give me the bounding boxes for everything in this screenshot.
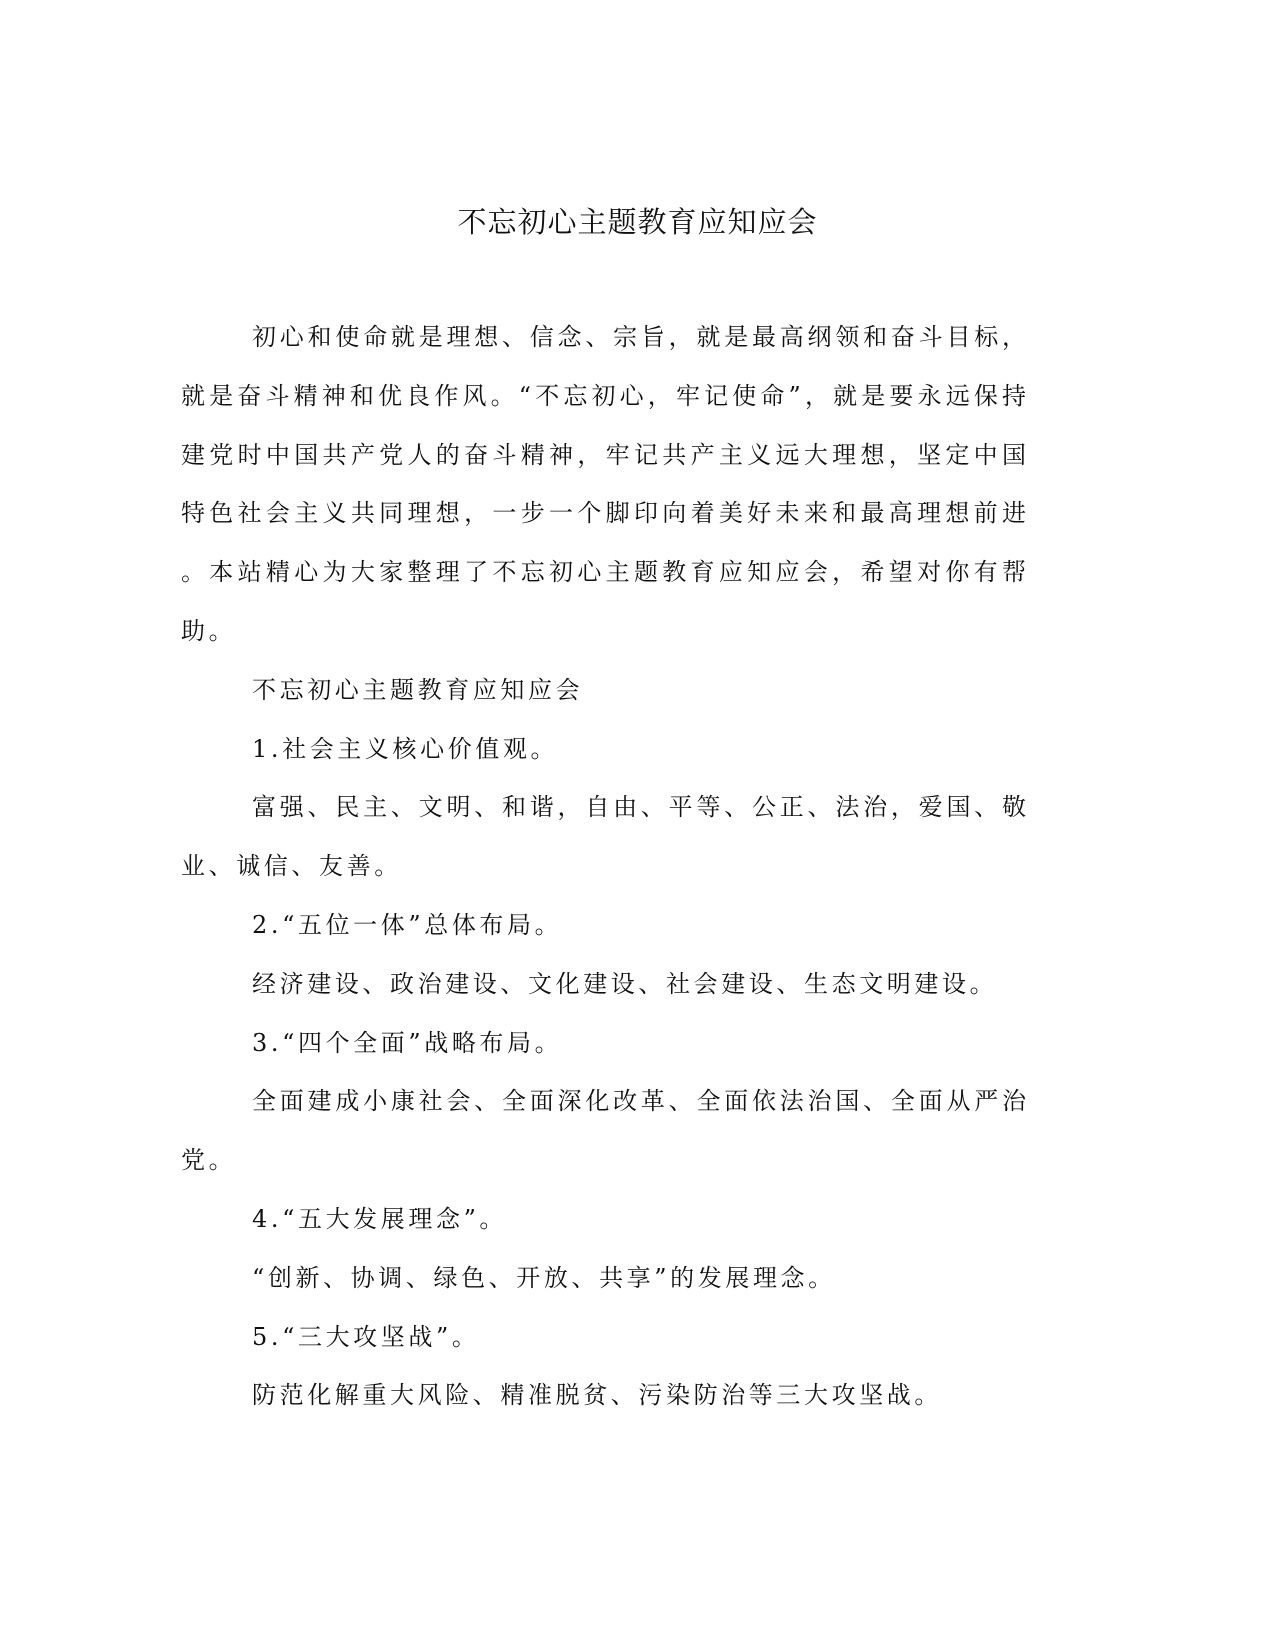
text-line: 特色社会主义共同理想，一步一个脚印向着美好未来和最高理想前进 [181,499,1026,528]
text-line: 。本站精心为大家整理了不忘初心主题教育应知应会，希望对你有帮 [181,558,1026,587]
text-line: 就是奋斗精神和优良作风。“不忘初心，牢记使命”，就是要永远保持 [181,381,1026,410]
text-line: 不忘初心主题教育应知应会 [252,675,584,704]
text-line: 业、诚信、友善。 [181,852,402,881]
text-line: 5.“三大攻坚战”。 [252,1322,480,1351]
text-line: 防范化解重大风险、精准脱贫、污染防治等三大攻坚战。 [252,1381,942,1410]
document-title: 不忘初心主题教育应知应会 [457,205,818,239]
text-line: 3.“四个全面”战略布局。 [252,1028,563,1057]
text-line: 初心和使命就是理想、信念、宗旨，就是最高纲领和奋斗目标， [252,323,1026,351]
text-line: 建党时中国共产党人的奋斗精神，牢记共产主义远大理想，坚定中国 [181,440,1026,469]
text-line: 富强、民主、文明、和谐，自由、平等、公正、法治，爱国、敬 [252,793,1026,822]
text-line: 党。 [181,1146,237,1175]
text-line: 4.“五大发展理念”。 [252,1204,508,1233]
text-line: 经济建设、政治建设、文化建设、社会建设、生态文明建设。 [252,969,998,998]
text-line: 2.“五位一体”总体布局。 [252,910,563,939]
text-line: 1.社会主义核心价值观。 [252,734,559,763]
text-line: 助。 [181,616,237,645]
text-line: 全面建成小康社会、全面深化改革、全面依法治国、全面从严治 [252,1087,1026,1116]
document-body [181,308,1026,1425]
text-line: “创新、协调、绿色、开放、共享”的发展理念。 [252,1263,836,1292]
